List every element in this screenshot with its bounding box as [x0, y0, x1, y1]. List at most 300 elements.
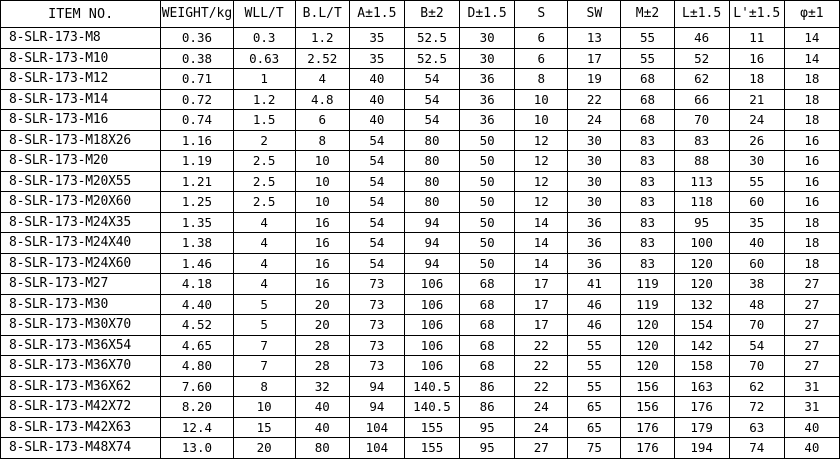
table-row	[1, 233, 840, 254]
data-cell: 4.80	[161, 356, 233, 377]
item-number-cell: 8-SLR-173-M42X72	[1, 397, 161, 418]
data-cell: 40	[349, 110, 404, 131]
data-cell: 4	[233, 253, 295, 274]
item-number-cell: 8-SLR-173-M12	[1, 69, 161, 90]
data-cell: 18	[729, 69, 784, 90]
table-row	[1, 192, 840, 213]
data-cell: 8	[295, 130, 349, 151]
data-cell: 16	[784, 192, 839, 213]
data-cell: 40	[349, 89, 404, 110]
data-cell: 12	[515, 151, 568, 172]
data-cell: 120	[621, 335, 674, 356]
data-cell: 11	[729, 28, 784, 49]
data-cell: 52	[674, 48, 729, 69]
data-cell: 68	[621, 110, 674, 131]
data-cell: 18	[784, 89, 839, 110]
data-cell: 156	[621, 376, 674, 397]
column-header-7: S	[515, 1, 568, 28]
data-cell: 155	[404, 438, 459, 459]
data-cell: 120	[674, 274, 729, 295]
data-cell: 18	[784, 253, 839, 274]
data-cell: 94	[404, 212, 459, 233]
data-cell: 70	[674, 110, 729, 131]
table-header	[1, 1, 840, 28]
data-cell: 22	[515, 376, 568, 397]
data-cell: 30	[729, 151, 784, 172]
data-cell: 54	[404, 89, 459, 110]
table-body	[1, 28, 840, 459]
data-cell: 140.5	[404, 376, 459, 397]
data-cell: 35	[349, 28, 404, 49]
column-header-10: L±1.5	[674, 1, 729, 28]
data-cell: 94	[404, 233, 459, 254]
data-cell: 68	[621, 89, 674, 110]
data-cell: 50	[460, 171, 515, 192]
data-cell: 176	[674, 397, 729, 418]
data-cell: 16	[295, 253, 349, 274]
data-cell: 14	[515, 253, 568, 274]
data-cell: 12	[515, 192, 568, 213]
data-cell: 5	[233, 315, 295, 336]
data-cell: 46	[568, 294, 621, 315]
data-cell: 31	[784, 397, 839, 418]
data-cell: 18	[784, 233, 839, 254]
data-cell: 106	[404, 356, 459, 377]
data-cell: 14	[784, 48, 839, 69]
data-cell: 62	[674, 69, 729, 90]
data-cell: 95	[460, 417, 515, 438]
data-cell: 70	[729, 315, 784, 336]
data-cell: 55	[621, 28, 674, 49]
data-cell: 104	[349, 438, 404, 459]
data-cell: 36	[568, 253, 621, 274]
data-cell: 83	[621, 151, 674, 172]
data-cell: 95	[674, 212, 729, 233]
data-cell: 68	[460, 294, 515, 315]
data-cell: 22	[515, 356, 568, 377]
data-cell: 16	[295, 274, 349, 295]
data-cell: 16	[729, 48, 784, 69]
data-cell: 38	[729, 274, 784, 295]
data-cell: 80	[404, 151, 459, 172]
data-cell: 48	[729, 294, 784, 315]
data-cell: 1.2	[295, 28, 349, 49]
data-cell: 52.5	[404, 28, 459, 49]
data-cell: 26	[729, 130, 784, 151]
data-cell: 54	[729, 335, 784, 356]
column-header-8: SW	[568, 1, 621, 28]
data-cell: 120	[621, 315, 674, 336]
data-cell: 41	[568, 274, 621, 295]
data-cell: 6	[295, 110, 349, 131]
column-header-4: A±1.5	[349, 1, 404, 28]
item-number-cell: 8-SLR-173-M36X62	[1, 376, 161, 397]
data-cell: 20	[295, 315, 349, 336]
data-cell: 66	[674, 89, 729, 110]
data-cell: 4	[233, 233, 295, 254]
data-cell: 179	[674, 417, 729, 438]
data-cell: 63	[729, 417, 784, 438]
data-cell: 35	[349, 48, 404, 69]
data-cell: 2.52	[295, 48, 349, 69]
data-cell: 54	[349, 130, 404, 151]
data-cell: 156	[621, 397, 674, 418]
data-cell: 68	[460, 274, 515, 295]
data-cell: 6	[515, 48, 568, 69]
column-header-9: M±2	[621, 1, 674, 28]
data-cell: 95	[460, 438, 515, 459]
item-number-cell: 8-SLR-173-M30X70	[1, 315, 161, 336]
data-cell: 1.46	[161, 253, 233, 274]
data-cell: 2	[233, 130, 295, 151]
data-cell: 106	[404, 294, 459, 315]
data-cell: 4	[233, 274, 295, 295]
data-cell: 54	[404, 69, 459, 90]
data-cell: 4.18	[161, 274, 233, 295]
data-cell: 54	[349, 233, 404, 254]
data-cell: 54	[349, 192, 404, 213]
data-cell: 68	[460, 335, 515, 356]
data-cell: 40	[295, 397, 349, 418]
data-cell: 50	[460, 130, 515, 151]
data-cell: 94	[349, 397, 404, 418]
table-row	[1, 294, 840, 315]
data-cell: 13	[568, 28, 621, 49]
data-cell: 83	[621, 233, 674, 254]
table-row	[1, 315, 840, 336]
data-cell: 1.35	[161, 212, 233, 233]
data-cell: 54	[349, 151, 404, 172]
table-row	[1, 28, 840, 49]
data-cell: 5	[233, 294, 295, 315]
data-cell: 50	[460, 212, 515, 233]
data-cell: 54	[349, 212, 404, 233]
data-cell: 75	[568, 438, 621, 459]
data-cell: 27	[784, 315, 839, 336]
data-cell: 6	[515, 28, 568, 49]
data-cell: 83	[674, 130, 729, 151]
data-cell: 158	[674, 356, 729, 377]
item-number-cell: 8-SLR-173-M20X60	[1, 192, 161, 213]
data-cell: 20	[233, 438, 295, 459]
item-number-cell: 8-SLR-173-M18X26	[1, 130, 161, 151]
data-cell: 8.20	[161, 397, 233, 418]
data-cell: 73	[349, 274, 404, 295]
data-cell: 12	[515, 130, 568, 151]
column-header-11: L'±1.5	[729, 1, 784, 28]
data-cell: 2.5	[233, 151, 295, 172]
data-cell: 88	[674, 151, 729, 172]
data-cell: 62	[729, 376, 784, 397]
data-cell: 1	[233, 69, 295, 90]
data-cell: 40	[295, 417, 349, 438]
data-cell: 1.2	[233, 89, 295, 110]
data-cell: 4.8	[295, 89, 349, 110]
data-cell: 52.5	[404, 48, 459, 69]
data-cell: 132	[674, 294, 729, 315]
item-number-cell: 8-SLR-173-M27	[1, 274, 161, 295]
data-cell: 4.52	[161, 315, 233, 336]
data-cell: 21	[729, 89, 784, 110]
data-cell: 12	[515, 171, 568, 192]
data-cell: 2.5	[233, 171, 295, 192]
header-row	[1, 1, 840, 28]
item-number-cell: 8-SLR-173-M14	[1, 89, 161, 110]
item-number-cell: 8-SLR-173-M42X63	[1, 417, 161, 438]
data-cell: 28	[295, 335, 349, 356]
item-number-cell: 8-SLR-173-M16	[1, 110, 161, 131]
data-cell: 0.72	[161, 89, 233, 110]
data-cell: 54	[349, 171, 404, 192]
data-cell: 24	[515, 397, 568, 418]
column-header-3: B.L/T	[295, 1, 349, 28]
data-cell: 30	[460, 28, 515, 49]
data-cell: 80	[404, 171, 459, 192]
column-header-0: ITEM NO.	[1, 1, 161, 28]
data-cell: 55	[729, 171, 784, 192]
data-cell: 36	[568, 212, 621, 233]
data-cell: 24	[515, 417, 568, 438]
data-cell: 86	[460, 376, 515, 397]
data-cell: 73	[349, 356, 404, 377]
data-cell: 83	[621, 192, 674, 213]
data-cell: 104	[349, 417, 404, 438]
data-cell: 10	[295, 171, 349, 192]
table-row	[1, 397, 840, 418]
data-cell: 0.38	[161, 48, 233, 69]
data-cell: 68	[460, 315, 515, 336]
data-cell: 106	[404, 274, 459, 295]
data-cell: 10	[233, 397, 295, 418]
table-row	[1, 376, 840, 397]
table-row	[1, 356, 840, 377]
data-cell: 40	[784, 417, 839, 438]
data-cell: 18	[784, 110, 839, 131]
data-cell: 22	[515, 335, 568, 356]
data-cell: 17	[515, 274, 568, 295]
data-cell: 22	[568, 89, 621, 110]
data-cell: 73	[349, 294, 404, 315]
item-number-cell: 8-SLR-173-M20X55	[1, 171, 161, 192]
data-cell: 27	[784, 356, 839, 377]
data-cell: 60	[729, 253, 784, 274]
data-cell: 1.19	[161, 151, 233, 172]
data-cell: 7.60	[161, 376, 233, 397]
table-row	[1, 69, 840, 90]
data-cell: 119	[621, 274, 674, 295]
data-cell: 140.5	[404, 397, 459, 418]
column-header-5: B±2	[404, 1, 459, 28]
data-cell: 86	[460, 397, 515, 418]
data-cell: 13.0	[161, 438, 233, 459]
table-row	[1, 253, 840, 274]
data-cell: 7	[233, 356, 295, 377]
data-cell: 17	[568, 48, 621, 69]
data-cell: 16	[784, 130, 839, 151]
data-cell: 36	[460, 89, 515, 110]
table-row	[1, 48, 840, 69]
data-cell: 14	[784, 28, 839, 49]
data-cell: 35	[729, 212, 784, 233]
data-cell: 18	[784, 212, 839, 233]
item-number-cell: 8-SLR-173-M30	[1, 294, 161, 315]
item-number-cell: 8-SLR-173-M24X40	[1, 233, 161, 254]
item-number-cell: 8-SLR-173-M36X54	[1, 335, 161, 356]
data-cell: 16	[784, 151, 839, 172]
data-cell: 73	[349, 335, 404, 356]
data-cell: 194	[674, 438, 729, 459]
data-cell: 27	[784, 294, 839, 315]
item-number-cell: 8-SLR-173-M24X35	[1, 212, 161, 233]
data-cell: 4.40	[161, 294, 233, 315]
column-header-2: WLL/T	[233, 1, 295, 28]
data-cell: 72	[729, 397, 784, 418]
data-cell: 1.21	[161, 171, 233, 192]
data-cell: 55	[568, 376, 621, 397]
data-cell: 60	[729, 192, 784, 213]
data-cell: 18	[784, 69, 839, 90]
data-cell: 106	[404, 315, 459, 336]
data-cell: 80	[404, 130, 459, 151]
data-cell: 65	[568, 397, 621, 418]
data-cell: 106	[404, 335, 459, 356]
data-cell: 36	[460, 110, 515, 131]
table-row	[1, 417, 840, 438]
data-cell: 68	[460, 356, 515, 377]
data-cell: 46	[674, 28, 729, 49]
data-cell: 80	[295, 438, 349, 459]
data-cell: 68	[621, 69, 674, 90]
table-row	[1, 89, 840, 110]
data-cell: 27	[784, 274, 839, 295]
data-cell: 30	[568, 130, 621, 151]
data-cell: 30	[460, 48, 515, 69]
data-cell: 31	[784, 376, 839, 397]
data-cell: 27	[784, 335, 839, 356]
table-row	[1, 151, 840, 172]
data-cell: 40	[349, 69, 404, 90]
data-cell: 94	[349, 376, 404, 397]
data-cell: 16	[784, 171, 839, 192]
table-row	[1, 335, 840, 356]
data-cell: 55	[568, 356, 621, 377]
data-cell: 17	[515, 315, 568, 336]
data-cell: 17	[515, 294, 568, 315]
data-cell: 1.16	[161, 130, 233, 151]
data-cell: 27	[515, 438, 568, 459]
item-number-cell: 8-SLR-173-M48X74	[1, 438, 161, 459]
data-cell: 15	[233, 417, 295, 438]
data-cell: 28	[295, 356, 349, 377]
data-cell: 14	[515, 233, 568, 254]
data-cell: 30	[568, 192, 621, 213]
data-cell: 16	[295, 233, 349, 254]
data-cell: 83	[621, 253, 674, 274]
column-header-6: D±1.5	[460, 1, 515, 28]
data-cell: 50	[460, 151, 515, 172]
table-row	[1, 274, 840, 295]
data-cell: 20	[295, 294, 349, 315]
data-cell: 2.5	[233, 192, 295, 213]
data-cell: 120	[621, 356, 674, 377]
data-cell: 73	[349, 315, 404, 336]
data-cell: 120	[674, 253, 729, 274]
data-cell: 10	[515, 110, 568, 131]
data-cell: 154	[674, 315, 729, 336]
data-cell: 24	[729, 110, 784, 131]
data-cell: 54	[404, 110, 459, 131]
data-cell: 10	[515, 89, 568, 110]
data-cell: 55	[621, 48, 674, 69]
data-cell: 30	[568, 151, 621, 172]
data-cell: 40	[784, 438, 839, 459]
item-number-cell: 8-SLR-173-M8	[1, 28, 161, 49]
data-cell: 50	[460, 192, 515, 213]
data-cell: 113	[674, 171, 729, 192]
data-cell: 1.5	[233, 110, 295, 131]
data-cell: 10	[295, 192, 349, 213]
data-cell: 94	[404, 253, 459, 274]
item-number-cell: 8-SLR-173-M10	[1, 48, 161, 69]
data-cell: 46	[568, 315, 621, 336]
data-cell: 83	[621, 130, 674, 151]
data-cell: 8	[233, 376, 295, 397]
data-cell: 0.36	[161, 28, 233, 49]
data-cell: 83	[621, 171, 674, 192]
data-cell: 142	[674, 335, 729, 356]
data-cell: 14	[515, 212, 568, 233]
column-header-12: φ±1	[784, 1, 839, 28]
data-cell: 0.71	[161, 69, 233, 90]
data-cell: 163	[674, 376, 729, 397]
data-cell: 74	[729, 438, 784, 459]
table-row	[1, 130, 840, 151]
data-cell: 36	[460, 69, 515, 90]
table-row	[1, 438, 840, 459]
data-cell: 176	[621, 438, 674, 459]
data-cell: 80	[404, 192, 459, 213]
data-cell: 155	[404, 417, 459, 438]
data-cell: 10	[295, 151, 349, 172]
data-cell: 12.4	[161, 417, 233, 438]
table-row	[1, 212, 840, 233]
data-cell: 65	[568, 417, 621, 438]
data-cell: 100	[674, 233, 729, 254]
data-cell: 55	[568, 335, 621, 356]
item-number-cell: 8-SLR-173-M20	[1, 151, 161, 172]
data-cell: 4.65	[161, 335, 233, 356]
data-cell: 19	[568, 69, 621, 90]
data-cell: 118	[674, 192, 729, 213]
data-cell: 16	[295, 212, 349, 233]
column-header-1: WEIGHT/kg	[161, 1, 233, 28]
data-cell: 176	[621, 417, 674, 438]
data-cell: 50	[460, 253, 515, 274]
data-cell: 1.25	[161, 192, 233, 213]
data-cell: 4	[233, 212, 295, 233]
table-row	[1, 110, 840, 131]
data-cell: 30	[568, 171, 621, 192]
data-cell: 0.74	[161, 110, 233, 131]
data-cell: 40	[729, 233, 784, 254]
data-cell: 7	[233, 335, 295, 356]
data-cell: 50	[460, 233, 515, 254]
data-cell: 70	[729, 356, 784, 377]
data-cell: 54	[349, 253, 404, 274]
item-number-cell: 8-SLR-173-M24X60	[1, 253, 161, 274]
data-cell: 0.3	[233, 28, 295, 49]
data-cell: 24	[568, 110, 621, 131]
